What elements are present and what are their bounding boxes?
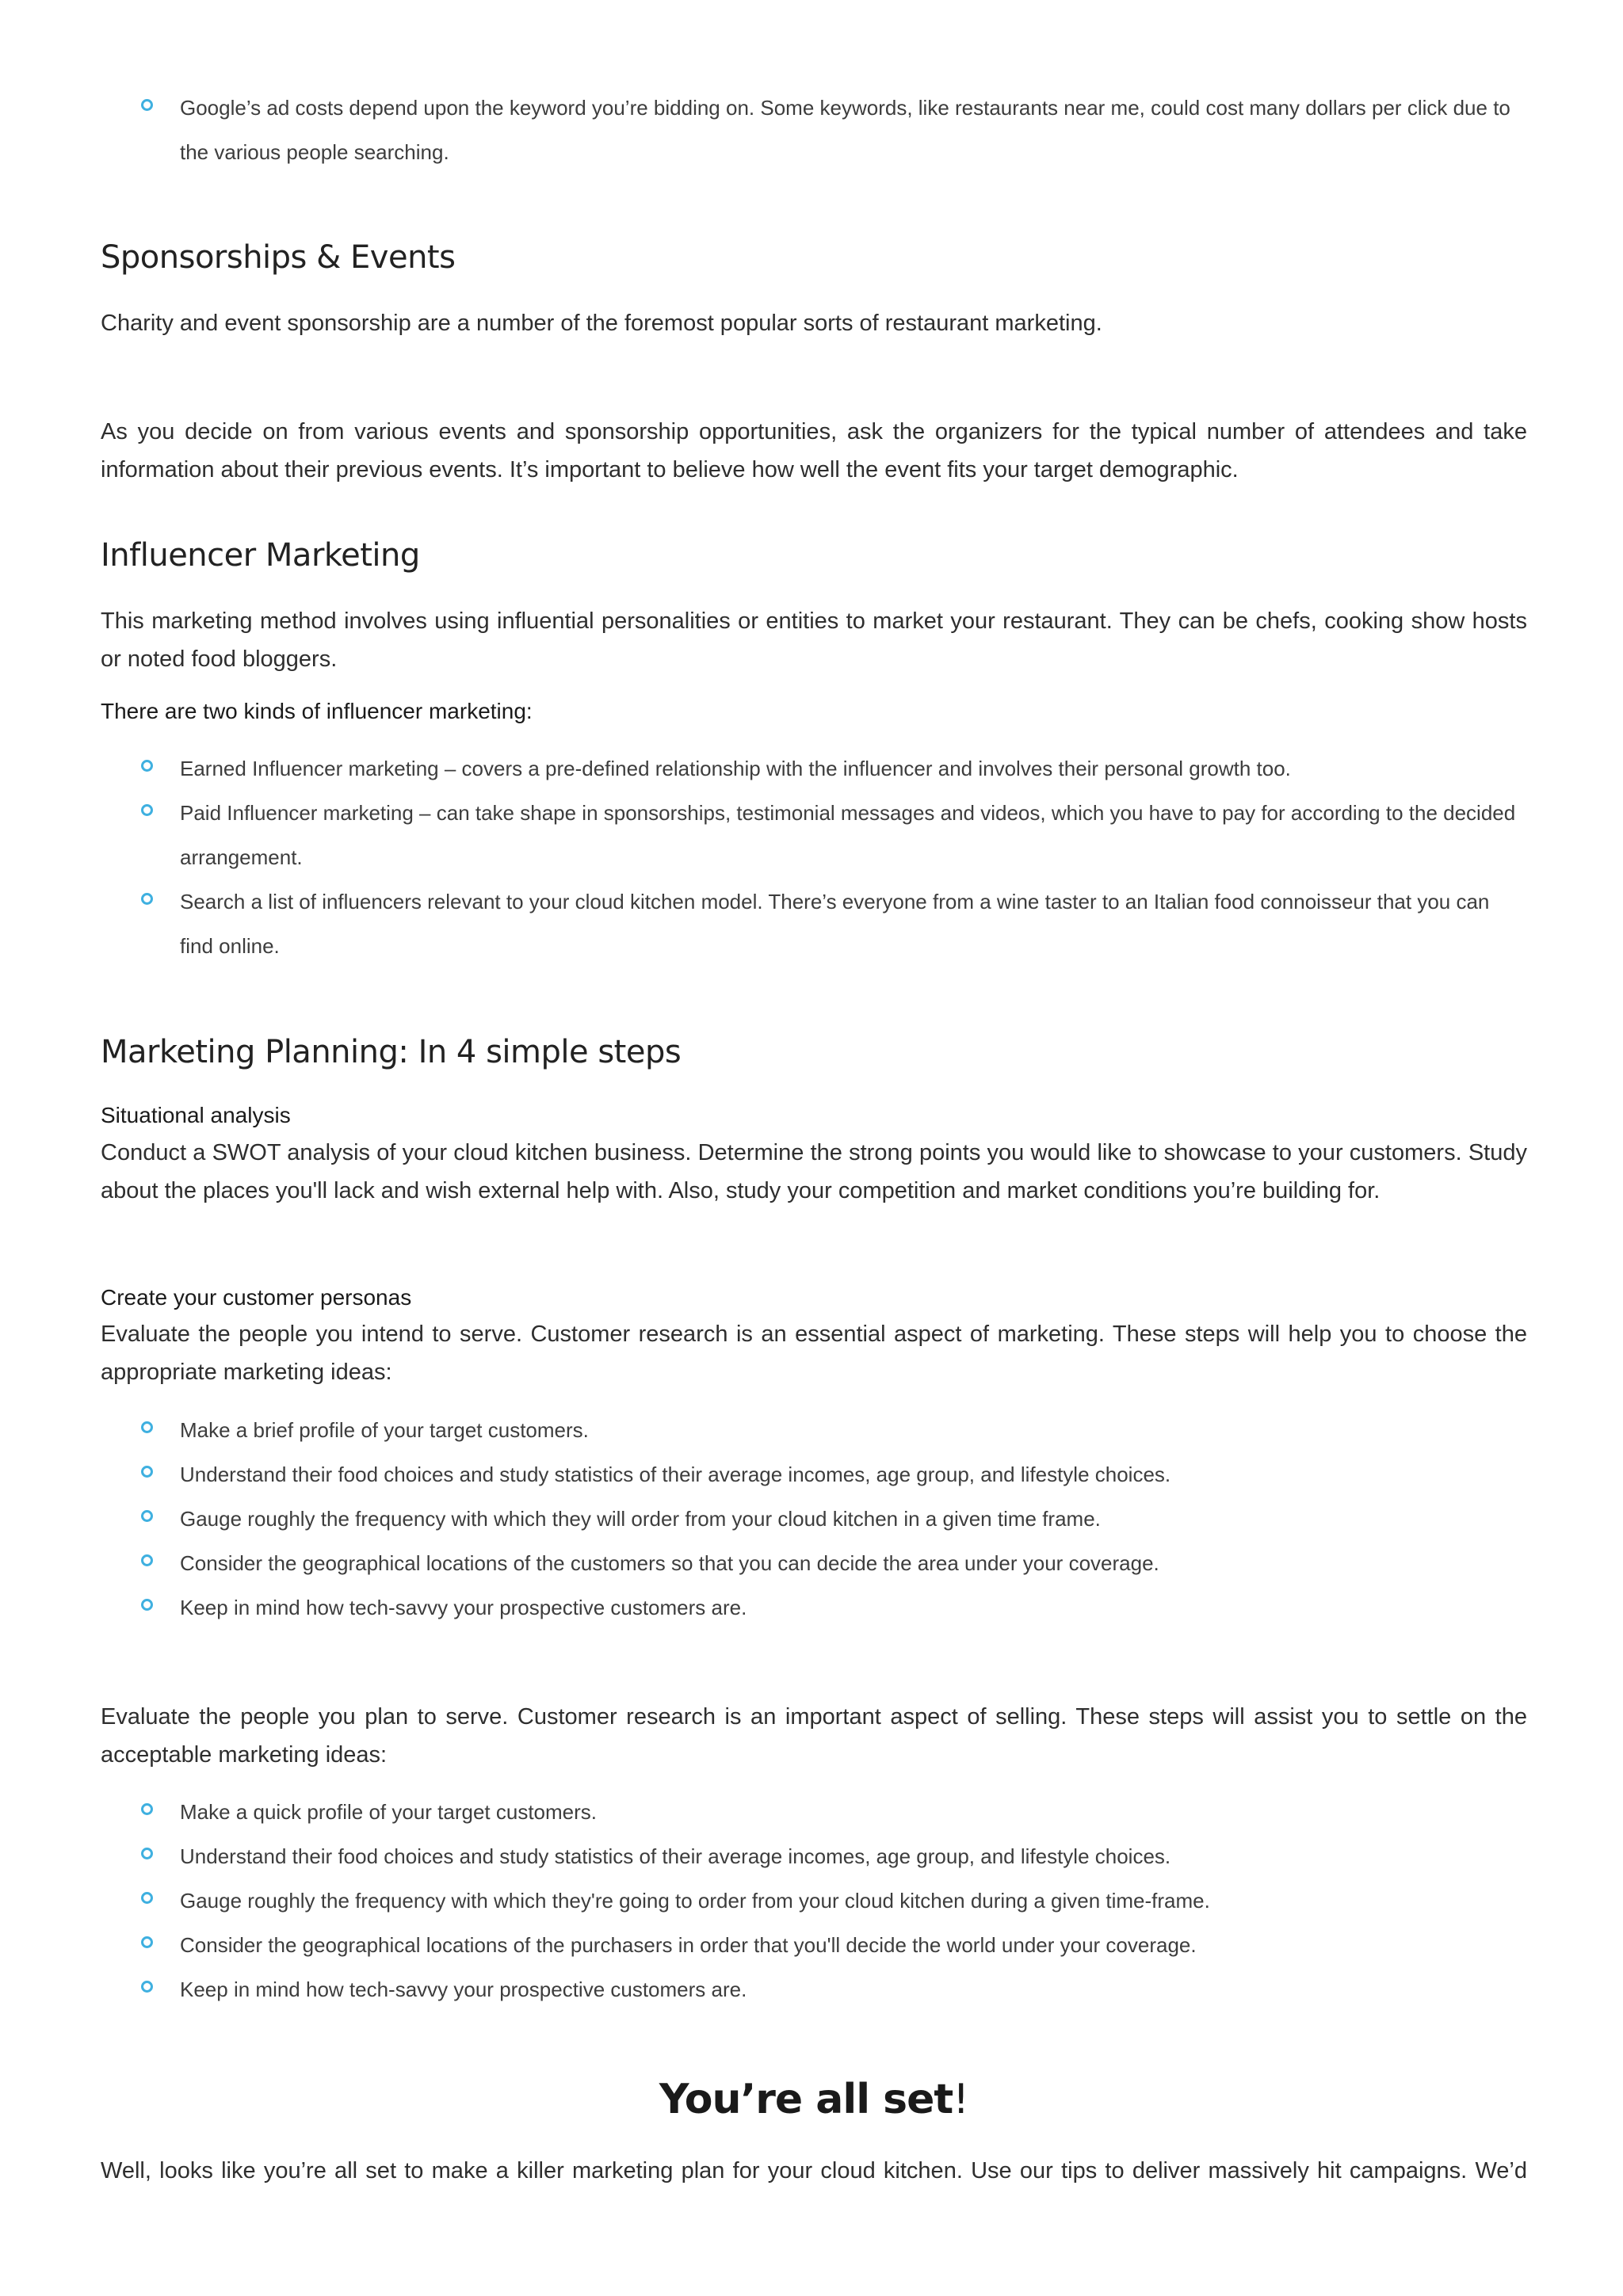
list-item: Make a brief profile of your target customers. [101, 1408, 1527, 1452]
list-item: Earned Influencer marketing – covers a pre-defined relationship with the influencer and involves their personal growth too. [101, 746, 1527, 791]
circle-bullet-icon [141, 1892, 153, 1904]
closing-heading: You’re all set! [659, 2076, 969, 2123]
section-heading-sponsorships: Sponsorships & Events [101, 239, 456, 276]
circle-bullet-icon [141, 760, 153, 772]
list-item: Gauge roughly the frequency with which they're going to order from your cloud kitchen during a given time-frame. [101, 1878, 1527, 1923]
section-heading-planning: Marketing Planning: In 4 simple steps [101, 1034, 682, 1070]
list-item: Search a list of influencers relevant to your cloud kitchen model. There’s everyone from a wine taster to an Italian food connoisseur that you can find online. [101, 879, 1527, 968]
section-heading-influencer: Influencer Marketing [101, 537, 420, 574]
circle-bullet-icon [141, 1599, 153, 1611]
list-item: Make a quick profile of your target customers. [101, 1790, 1527, 1834]
evaluate-list [101, 1790, 1527, 2012]
circle-bullet-icon [141, 1981, 153, 1993]
paragraph: Evaluate the people you intend to serve. Customer research is an essential aspect of marketing. These steps will help you to choose the appropriate marketing ideas: [101, 1322, 1527, 1385]
paragraph: Conduct a SWOT analysis of your cloud kitchen business. Determine the strong points you would like to showcase to your customers. Study about the places you'll lack and wish external help with. Also, study your competition and market conditions you’re building for. [101, 1140, 1527, 1203]
circle-bullet-icon [141, 804, 153, 816]
paragraph: As you decide on from various events and sponsorship opportunities, ask the organizers for the typical number of attendees and take information about their previous events. It’s important to believe how well the event fits your target demographic. [101, 419, 1527, 482]
circle-bullet-icon [141, 1803, 153, 1815]
circle-bullet-icon [141, 1421, 153, 1433]
circle-bullet-icon [141, 1510, 153, 1522]
circle-bullet-icon [141, 1936, 153, 1948]
circle-bullet-icon [141, 1466, 153, 1478]
paragraph: Charity and event sponsorship are a number of the foremost popular sorts of restaurant marketing. [101, 311, 1102, 336]
subheading-influencer-kinds: There are two kinds of influencer marketing: [101, 699, 533, 723]
list-item: Consider the geographical locations of the customers so that you can decide the area under your coverage. [101, 1541, 1527, 1585]
paragraph: This marketing method involves using influential personalities or entities to market your restaurant. They can be chefs, cooking show hosts or noted food bloggers. [101, 608, 1527, 672]
paragraph: Well, looks like you’re all set to make a killer marketing plan for your cloud kitchen. Use our tips to deliver massively hit campaigns. We’d [101, 2158, 1527, 2183]
list-item: Keep in mind how tech-savvy your prospective customers are. [101, 1967, 1527, 2012]
circle-bullet-icon [141, 1848, 153, 1859]
list-item: Gauge roughly the frequency with which they will order from your cloud kitchen in a given time frame. [101, 1497, 1527, 1541]
list-item: Paid Influencer marketing – can take shape in sponsorships, testimonial messages and videos, which you have to pay for according to the decided arrangement. [101, 791, 1527, 879]
list-item: Consider the geographical locations of the purchasers in order that you'll decide the world under your coverage. [101, 1923, 1527, 1967]
circle-bullet-icon [141, 1554, 153, 1566]
paragraph: Evaluate the people you plan to serve. Customer research is an important aspect of selling. These steps will assist you to settle on the acceptable marketing ideas: [101, 1704, 1527, 1768]
list-item: Keep in mind how tech-savvy your prospective customers are. [101, 1585, 1527, 1630]
subheading-customer-persona: Create your customer personas [101, 1285, 412, 1310]
list-item: Understand their food choices and study statistics of their average incomes, age group, and lifestyle choices. [101, 1834, 1527, 1878]
list-item: Google’s ad costs depend upon the keyword you’re bidding on. Some keywords, like restaurants near me, could cost many dollars per click due to the various people searching. [101, 86, 1527, 174]
list-item: Understand their food choices and study statistics of their average incomes, age group, and lifestyle choices. [101, 1452, 1527, 1497]
intro-list [101, 86, 1527, 174]
influencer-list [101, 746, 1527, 968]
circle-bullet-icon [141, 893, 153, 905]
circle-bullet-icon [141, 99, 153, 111]
persona-list [101, 1408, 1527, 1630]
subheading-situational-analysis: Situational analysis [101, 1103, 291, 1127]
